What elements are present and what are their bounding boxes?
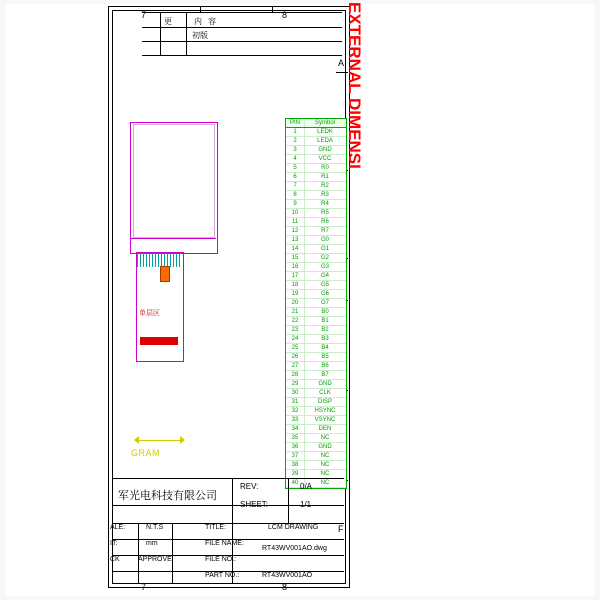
check-label: CK xyxy=(110,556,120,563)
pin-number: 28 xyxy=(286,371,305,379)
pin-table-row xyxy=(286,389,346,398)
pin-table-row xyxy=(286,461,346,470)
pin-table-row xyxy=(286,452,346,461)
pin-symbol: G3 xyxy=(320,264,329,270)
pin-symbol: G4 xyxy=(320,273,329,279)
pin-symbol: GND xyxy=(318,147,332,153)
pin-table-row xyxy=(286,335,346,344)
pin-number: 12 xyxy=(286,227,305,235)
pin-symbol: G7 xyxy=(320,300,329,306)
pin-number: 9 xyxy=(286,200,305,208)
pin-table-row xyxy=(286,380,346,389)
pin-symbol: B5 xyxy=(321,354,329,360)
approve-label: APPROVE xyxy=(138,556,172,563)
pin-table-row xyxy=(286,218,346,227)
title-label: TITLE: xyxy=(205,524,227,531)
pin-number: 3 xyxy=(286,146,305,154)
fpc-hatch-area xyxy=(137,253,181,267)
pin-number: 11 xyxy=(286,218,305,226)
pin-symbol: LEDK xyxy=(317,129,333,135)
pin-symbol: B4 xyxy=(321,345,329,351)
pin-assignment-table xyxy=(285,118,347,489)
pin-number: 37 xyxy=(286,452,305,460)
pin-number: 40 xyxy=(286,479,305,487)
pin-symbol: VCC xyxy=(318,156,332,162)
pin-number: 17 xyxy=(286,272,305,280)
pin-number: 4 xyxy=(286,155,305,163)
pin-table-row xyxy=(286,425,346,434)
pin-table-header-symbol: Symbol xyxy=(314,120,335,126)
pin-table-row xyxy=(286,344,346,353)
company-name: 军光电科技有限公司 xyxy=(118,490,217,502)
dimension-line-gram xyxy=(138,440,180,441)
pin-table-row xyxy=(286,434,346,443)
pin-table-row xyxy=(286,146,346,155)
file-name-label: FILE NAME: xyxy=(205,540,244,547)
pin-number: 10 xyxy=(286,209,305,217)
pin-table-row xyxy=(286,362,346,371)
part-no-label: PART NO.: xyxy=(205,572,240,579)
pin-number: 19 xyxy=(286,290,305,298)
pin-number: 34 xyxy=(286,425,305,433)
lcd-active-area xyxy=(133,124,215,238)
pin-table-row xyxy=(286,236,346,245)
pin-symbol: CLK xyxy=(319,390,331,396)
pin-number: 33 xyxy=(286,416,305,424)
pin-symbol: GND xyxy=(318,444,332,450)
pin-symbol: DEN xyxy=(318,426,332,432)
pin-table-row xyxy=(286,281,346,290)
pin-table-row xyxy=(286,164,346,173)
column-label-top-8: 8 xyxy=(282,10,288,20)
pin-number: 2 xyxy=(286,137,305,145)
pin-table-row xyxy=(286,299,346,308)
column-label-bottom-8: 8 xyxy=(282,582,288,592)
pin-number: 24 xyxy=(286,335,305,343)
fpc-driver-ic xyxy=(160,266,170,282)
pin-symbol: HSYNC xyxy=(314,408,336,414)
pin-symbol: B3 xyxy=(321,336,329,342)
pin-symbol: NC xyxy=(320,480,330,486)
pin-symbol: NC xyxy=(320,435,330,441)
revision-row xyxy=(142,27,342,42)
pin-table-row xyxy=(286,137,346,146)
part-no-value: RT43WV001AO xyxy=(262,572,313,579)
pin-number: 16 xyxy=(286,263,305,271)
pin-symbol: G5 xyxy=(320,282,329,288)
pin-number: 13 xyxy=(286,236,305,244)
pin-number: 23 xyxy=(286,326,305,334)
fpc-single-layer-label: 单层区 xyxy=(139,310,160,317)
title-value: LCM DRAWING xyxy=(268,524,319,531)
pin-table-body xyxy=(286,128,346,488)
pin-table-row xyxy=(286,182,346,191)
pin-number: 15 xyxy=(286,254,305,262)
pin-number: 14 xyxy=(286,245,305,253)
pin-number: 38 xyxy=(286,461,305,469)
pin-symbol: R4 xyxy=(321,201,329,207)
pin-table-row xyxy=(286,254,346,263)
pin-symbol: B2 xyxy=(321,327,329,333)
pin-symbol: G1 xyxy=(320,246,329,252)
pin-table-header-no: PIN xyxy=(286,119,305,127)
pin-table-row xyxy=(286,263,346,272)
pin-table-row xyxy=(286,308,346,317)
pin-number: 25 xyxy=(286,344,305,352)
revision-row-empty xyxy=(142,41,342,56)
pin-table-row xyxy=(286,245,346,254)
rev-label: REV: xyxy=(240,482,259,491)
pin-number: 6 xyxy=(286,173,305,181)
pin-number: 29 xyxy=(286,380,305,388)
pin-symbol: R7 xyxy=(321,228,329,234)
pin-table-row xyxy=(286,173,346,182)
drawing-title-vertical: EXTERNAL DIMENSI xyxy=(345,2,364,169)
pin-number: 30 xyxy=(286,389,305,397)
pin-table-row xyxy=(286,398,346,407)
pin-symbol: GND xyxy=(318,381,332,387)
column-label-top-7: 7 xyxy=(141,10,147,20)
pin-symbol: NC xyxy=(320,471,330,477)
pin-table-row xyxy=(286,290,346,299)
revision-header-row xyxy=(142,13,342,28)
lcd-bottom-edge-line xyxy=(130,238,216,239)
pin-table-row xyxy=(286,227,346,236)
pin-symbol: VSYNC xyxy=(314,417,336,423)
pin-number: 26 xyxy=(286,353,305,361)
pin-table-row xyxy=(286,200,346,209)
pin-number: 35 xyxy=(286,434,305,442)
pin-table-row xyxy=(286,128,346,137)
unit-value: mm xyxy=(146,540,158,547)
pin-symbol: B6 xyxy=(321,363,329,369)
pin-number: 18 xyxy=(286,281,305,289)
scale-label: ALE: xyxy=(110,524,126,531)
column-label-bottom-7: 7 xyxy=(141,582,147,592)
pin-symbol: LEDA xyxy=(317,138,333,144)
pin-table-row xyxy=(286,155,346,164)
zone-label-f: F xyxy=(338,524,344,534)
pin-table-row xyxy=(286,407,346,416)
pin-symbol: B1 xyxy=(321,318,329,324)
pin-table-row xyxy=(286,416,346,425)
pin-table-row xyxy=(286,272,346,281)
revision-header-1: 更 xyxy=(164,17,172,26)
rev-value: 0/A xyxy=(300,482,313,491)
gram-label: GRAM xyxy=(131,448,160,458)
pin-symbol: R2 xyxy=(321,183,329,189)
pin-number: 5 xyxy=(286,164,305,172)
pin-symbol: G6 xyxy=(320,291,329,297)
pin-number: 31 xyxy=(286,398,305,406)
pin-symbol: NC xyxy=(320,453,330,459)
pin-number: 21 xyxy=(286,308,305,316)
pin-table-row xyxy=(286,209,346,218)
pin-number: 20 xyxy=(286,299,305,307)
pin-symbol: R3 xyxy=(321,192,329,198)
pin-symbol: G0 xyxy=(320,237,329,243)
unit-label: IT: xyxy=(110,540,118,547)
pin-number: 36 xyxy=(286,443,305,451)
revision-header-3: 容 xyxy=(208,17,216,26)
sheet-label: SHEET: xyxy=(240,500,269,509)
pin-table-row xyxy=(286,317,346,326)
pin-table-row xyxy=(286,353,346,362)
pin-number: 39 xyxy=(286,470,305,478)
pin-symbol: B0 xyxy=(321,309,329,315)
pin-symbol: G2 xyxy=(320,255,329,261)
pin-table-row xyxy=(286,371,346,380)
zone-label-a: A xyxy=(338,58,345,68)
pin-symbol: DISP xyxy=(317,399,332,405)
file-no-label: FILE NO.: xyxy=(205,556,237,563)
pin-table-row xyxy=(286,443,346,452)
revision-row-desc: 初版 xyxy=(192,31,208,40)
dimension-arrow-right-icon xyxy=(180,436,185,444)
pin-table-row xyxy=(286,191,346,200)
pin-number: 7 xyxy=(286,182,305,190)
scale-value: N.T.S xyxy=(146,524,164,531)
pin-symbol: R5 xyxy=(321,210,329,216)
pin-symbol: B7 xyxy=(321,372,329,378)
pin-number: 1 xyxy=(286,128,305,136)
file-name-value: RT43WV001AO.dwg xyxy=(262,545,327,552)
pin-number: 32 xyxy=(286,407,305,415)
pin-symbol: R0 xyxy=(321,165,329,171)
sheet-value: 1/1 xyxy=(300,500,312,509)
pin-number: 27 xyxy=(286,362,305,370)
pin-symbol: R6 xyxy=(321,219,329,225)
revision-header-2: 内 xyxy=(194,17,202,26)
pin-number: 8 xyxy=(286,191,305,199)
pin-table-row xyxy=(286,326,346,335)
revision-table xyxy=(142,12,342,57)
fpc-contact-bar xyxy=(140,337,178,345)
pin-table-header xyxy=(286,119,346,128)
pin-symbol: NC xyxy=(320,462,330,468)
pin-symbol: R1 xyxy=(321,174,329,180)
dimension-arrow-left-icon xyxy=(134,436,139,444)
pin-number: 22 xyxy=(286,317,305,325)
